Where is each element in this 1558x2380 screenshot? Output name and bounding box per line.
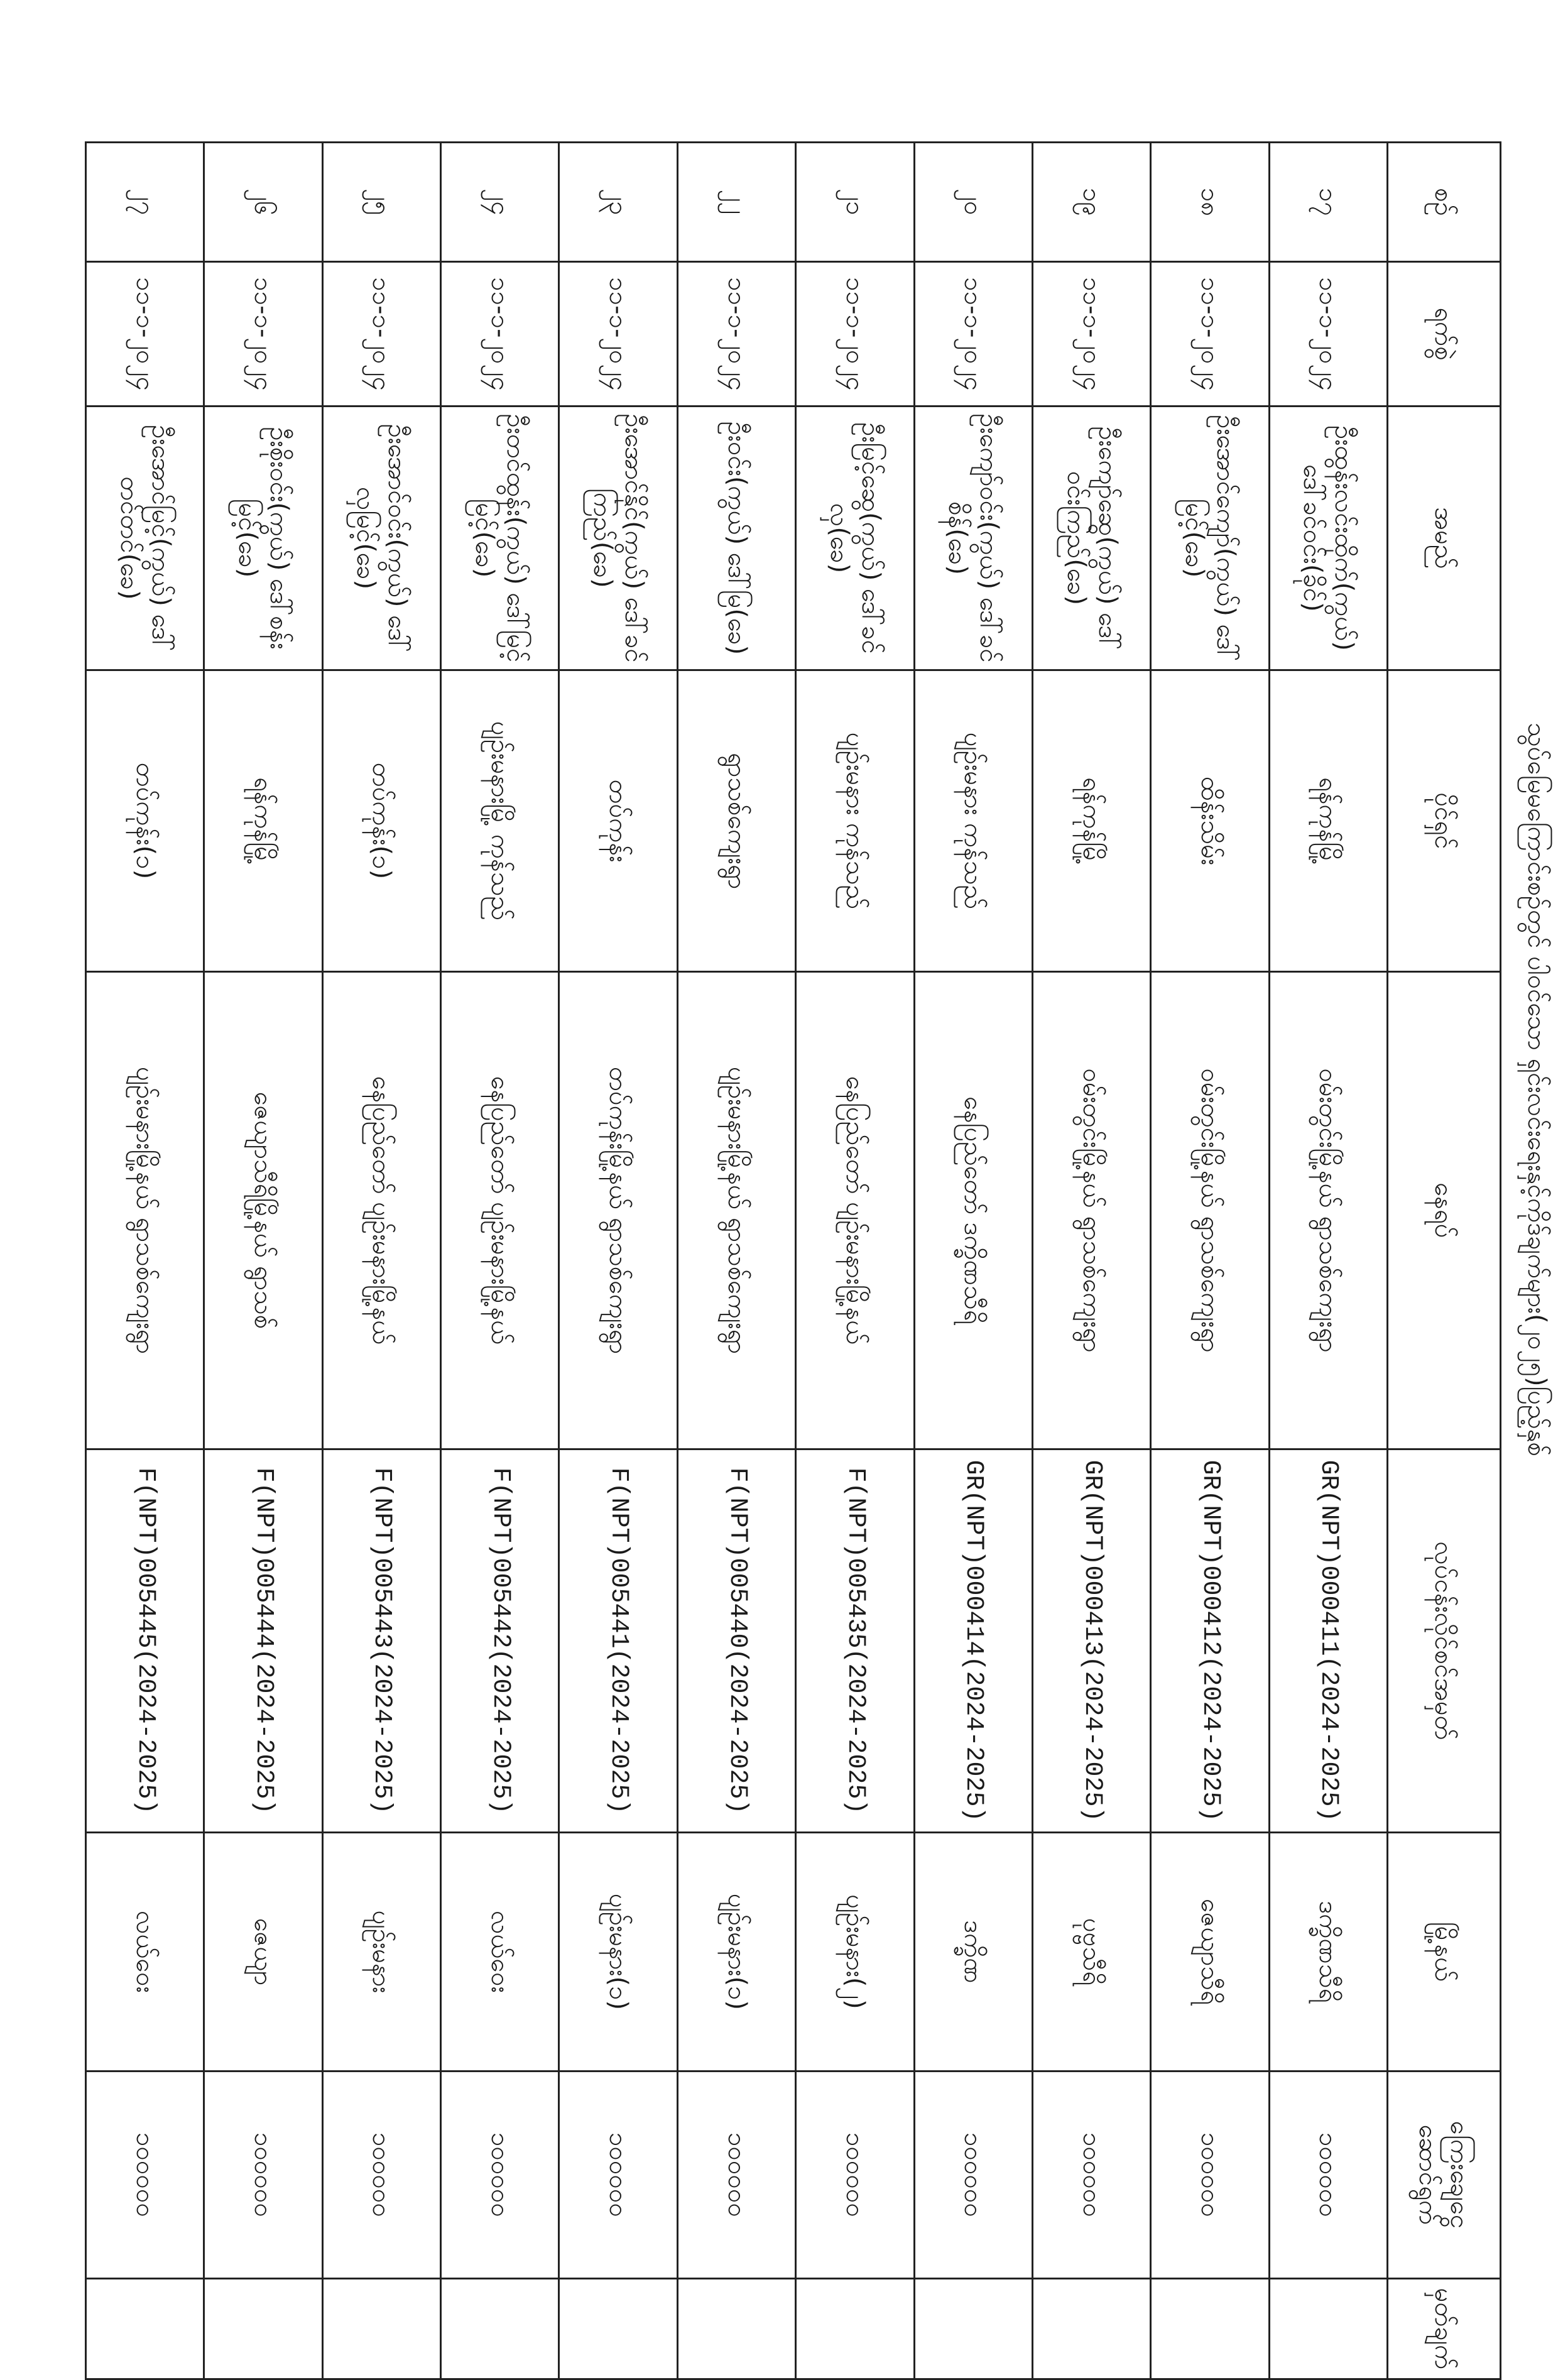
- cell-no: ၂၆: [204, 143, 322, 262]
- cell-owner: ထိန်းသိမ်း: [1151, 670, 1269, 972]
- cell-fee: ၁၀၀၀၀၀: [1032, 2072, 1150, 2279]
- cell-license-number: F(NPT)005435(2024-2025): [796, 1449, 914, 1833]
- cell-fee: ၁၀၀၀၀၀: [559, 2072, 677, 2279]
- cell-owner: ပျဉ်းမနား ကုန်သည်: [914, 670, 1032, 972]
- cell-no: ၂၇: [86, 143, 204, 262]
- cell-no: ၂၁: [796, 143, 914, 262]
- cell-address: နေပြည်တော် ပျဉ်းမနားမြို့နယ်: [322, 972, 440, 1449]
- cell-owner: တပ်ကုန်း(၁): [86, 670, 204, 972]
- cell-address: ဝမ်းတွင်းမြို့နယ် ရွာသစ်ကျေးရွာ: [1269, 972, 1387, 1449]
- table-row: [441, 143, 559, 2379]
- cell-license-number: F(NPT)005442(2024-2025): [441, 1449, 559, 1833]
- cell-township: ပုဗ္ဗသီရိ: [1032, 1833, 1150, 2072]
- cell-address: ဇေယျာသီရိမြို့နယ် ရွာသစ်: [204, 972, 322, 1449]
- header-owner: ပိုင်ရှင်: [1388, 670, 1501, 972]
- cell-fee: ၁၀၀၀၀၀: [86, 2072, 204, 2279]
- cell-date: ၁၁-၁-၂၀၂၄: [914, 262, 1032, 407]
- table-row: [86, 143, 204, 2379]
- cell-owner: ပျဉ်းမနားမြို့ ကုန်သည်: [441, 670, 559, 972]
- cell-fee: ၁၀၀၀၀၀: [914, 2072, 1032, 2279]
- cell-remark: [322, 2279, 440, 2379]
- cell-address: ပျဉ်းမနားမြို့နယ် ရွာသစ်ကျေးရွာ: [677, 972, 795, 1449]
- cell-owner: ရန်ကုန်မြို့: [1269, 670, 1387, 972]
- cell-township: ဒက္ခိဏသီရိ: [1269, 1833, 1387, 2072]
- header-date: ရက်စွဲ: [1388, 262, 1501, 407]
- cell-no: ၁၈: [1151, 143, 1269, 262]
- cell-township: ဇေယျာသီရိ: [1151, 1833, 1269, 2072]
- cell-owner: တပ်ကုန်း: [559, 670, 677, 972]
- cell-remark: [559, 2279, 677, 2379]
- cell-name: ဦးအောင်နိုင်(ကွယ်) ဒေါ်ခင်ကြည်(ခေ): [559, 407, 677, 670]
- cell-date: ၁၁-၁-၂၀၂၄: [204, 262, 322, 407]
- cell-township: ပျဉ်းမနား(၂): [796, 1833, 914, 2072]
- cell-no: ၂၄: [441, 143, 559, 262]
- cell-owner: ရန်ကုန်မြို့: [1032, 670, 1150, 972]
- cell-township: ပျဉ်းမနား(၁): [559, 1833, 677, 2072]
- table-row: [796, 143, 914, 2379]
- header-no: စဉ်: [1388, 143, 1501, 262]
- cell-fee: ၁၀၀၀၀၀: [796, 2072, 914, 2279]
- cell-township: လယ်ဝေး: [441, 1833, 559, 2072]
- table-row: [1269, 143, 1387, 2379]
- cell-remark: [1151, 2279, 1269, 2379]
- cell-name: ဦးကျော်ဝင်း(ကွယ်) ဒေါ်ခင်စိန်(ခေ): [914, 407, 1032, 670]
- cell-license-number: F(NPT)005441(2024-2025): [559, 1449, 677, 1833]
- cell-date: ၁၁-၁-၂၀၂၄: [1151, 262, 1269, 407]
- cell-name: ဦးအောင်မြင့်(ကွယ်) ဒေါ်တင်တင်(ခေ): [86, 407, 204, 670]
- cell-name: ဦးတင်ထွန်း(ကွယ်) ဒေါ်မြင့်မြင့်(ခေ): [441, 407, 559, 670]
- cell-date: ၁၁-၁-၂၀၂၄: [441, 262, 559, 407]
- cell-name: ဦးအောင်ဝင်း(ကွယ်) ဒေါ်လှမြင့်(ခေ): [322, 407, 440, 670]
- cell-date: ၁၁-၁-၂၀၂၄: [1032, 262, 1150, 407]
- cell-license-number: F(NPT)005444(2024-2025): [204, 1449, 322, 1833]
- cell-address: ပျဉ်းမနားမြို့နယ် ရွာသစ်ကျေးရွာ: [86, 972, 204, 1449]
- table-row: [559, 143, 677, 2379]
- table-row: [1151, 143, 1269, 2379]
- cell-fee: ၁၀၀၀၀၀: [441, 2072, 559, 2279]
- cell-owner: ပျဉ်းမနား ကုန်သည်: [796, 670, 914, 972]
- cell-name: ဦးမြင့်ဆွေ(ကွယ်) ဒေါ်ခင်လှ(ခေ): [796, 407, 914, 670]
- cell-remark: [914, 2279, 1032, 2379]
- cell-fee: ၁၀၀၀၀၀: [322, 2072, 440, 2279]
- cell-name: ဦးထွန်းလင်းထိုက်(ကွယ်) ဒေါ်ခင်ဝင်း(ခိုင်): [1269, 407, 1387, 670]
- cell-address: ဝမ်းတွင်းမြို့နယ် ရွာသစ်ကျေးရွာ: [1151, 972, 1269, 1449]
- cell-address: နေပြည်တော် ပျဉ်းမနားမြို့နယ်: [441, 972, 559, 1449]
- header-name: အမည်: [1388, 407, 1501, 670]
- header-remark: မှတ်ချက်: [1388, 2279, 1501, 2379]
- cell-date: ၁၁-၁-၂၀၂၄: [1269, 262, 1387, 407]
- cell-township: ဒက္ခိဏ: [914, 1833, 1032, 2072]
- cell-address: ဝမ်းတွင်းမြို့နယ် ရွာသစ်ကျေးရွာ: [1032, 972, 1150, 1449]
- cell-date: ၁၁-၁-၂၀၂၄: [796, 262, 914, 407]
- header-fee: ကြေးချေငွေ ဆောင်ရွက်: [1388, 2072, 1501, 2279]
- cell-no: ၂၀: [914, 143, 1032, 262]
- cell-license-number: F(NPT)005445(2024-2025): [86, 1449, 204, 1833]
- cell-remark: [1269, 2279, 1387, 2379]
- cell-license-number: F(NPT)005440(2024-2025): [677, 1449, 795, 1833]
- cell-license-number: GR(NPT)000411(2024-2025): [1269, 1449, 1387, 1833]
- cell-remark: [441, 2279, 559, 2379]
- cell-address: တပ်ကုန်းမြို့နယ် ရွာသစ်ကျေးရွာ: [559, 972, 677, 1449]
- cell-license-number: GR(NPT)000412(2024-2025): [1151, 1449, 1269, 1833]
- cell-date: ၁၁-၁-၂၀၂၄: [677, 262, 795, 407]
- cell-fee: ၁၀၀၀၀၀: [677, 2072, 795, 2279]
- cell-remark: [1032, 2279, 1150, 2379]
- table-row: [677, 143, 795, 2379]
- cell-owner: ရန်ကုန်မြို့: [204, 670, 322, 972]
- cell-name: ဦးစိုးဝင်း(ကွယ်) ဒေါ်စန်းမြင့်(ခေ): [204, 407, 322, 670]
- cell-fee: ၁၀၀၀၀၀: [204, 2072, 322, 2279]
- cell-address: နေပြည်တော် ဒက္ခိဏသီရိ: [914, 972, 1032, 1449]
- cell-license-number: F(NPT)005443(2024-2025): [322, 1449, 440, 1833]
- cell-date: ၁၁-၁-၂၀၂၄: [86, 262, 204, 407]
- table-header-row: [1388, 143, 1501, 2379]
- cell-license-number: GR(NPT)000413(2024-2025): [1032, 1449, 1150, 1833]
- cell-township: ပျဉ်းမနား(၁): [677, 1833, 795, 2072]
- cell-no: ၂၅: [322, 143, 440, 262]
- cell-fee: ၁၀၀၀၀၀: [1269, 2072, 1387, 2279]
- cell-date: ၁၁-၁-၂၀၂၄: [322, 262, 440, 407]
- cell-fee: ၁၀၀၀၀၀: [1151, 2072, 1269, 2279]
- cell-no: ၁၇: [1269, 143, 1387, 262]
- cell-no: ၂၂: [677, 143, 795, 262]
- cell-remark: [796, 2279, 914, 2379]
- cell-name: ဦးကျော်ဆွေ(ကွယ်) ဒေါ်ဝင်းကြည်(ခေ): [1032, 407, 1150, 670]
- cell-owner: ရွာသစ်ကျေးရွာ: [677, 670, 795, 972]
- cell-name: ဦးအောင်ကျော်(ကွယ်) ဒေါ်မြင့်(ခေ): [1151, 407, 1269, 670]
- table-row: [914, 143, 1032, 2379]
- cell-township: လယ်ဝေး: [86, 1833, 204, 2072]
- header-township: မြို့နယ်: [1388, 1833, 1501, 2072]
- cell-owner: တပ်ကုန်း(၁): [322, 670, 440, 972]
- document-heading: သွပ်မြေမကြောင်းစဉ်တွင် ပါဝင်သော ရှင်းလင်းရေးနှင့်ကိုဒ်ချက်များ(၂၀၂၅)ပြည့်နှစ်: [1522, 723, 1551, 1456]
- cell-township: ပျဉ်းမနား: [322, 1833, 440, 2072]
- cell-date: ၁၁-၁-၂၀၂၄: [559, 262, 677, 407]
- cell-remark: [204, 2279, 322, 2379]
- cell-no: ၁၉: [1032, 143, 1150, 262]
- cell-remark: [86, 2279, 204, 2379]
- cell-license-number: GR(NPT)000414(2024-2025): [914, 1449, 1032, 1833]
- table-row: [204, 143, 322, 2379]
- table-row: [322, 143, 440, 2379]
- cell-township: ဇေယျာ: [204, 1833, 322, 2072]
- header-address: နေရပ်: [1388, 972, 1501, 1449]
- register-table: [85, 141, 1501, 2380]
- cell-name: ဦးဝင်း(ကွယ်) ဒေါ်မြ(ခေ): [677, 407, 795, 670]
- header-license: လုပ်ငန်းလိုင်စင်အမှတ်: [1388, 1449, 1501, 1833]
- table-row: [1032, 143, 1150, 2379]
- cell-address: နေပြည်တော် ပျဉ်းမနားမြို့နယ်: [796, 972, 914, 1449]
- cell-no: ၂၃: [559, 143, 677, 262]
- cell-remark: [677, 2279, 795, 2379]
